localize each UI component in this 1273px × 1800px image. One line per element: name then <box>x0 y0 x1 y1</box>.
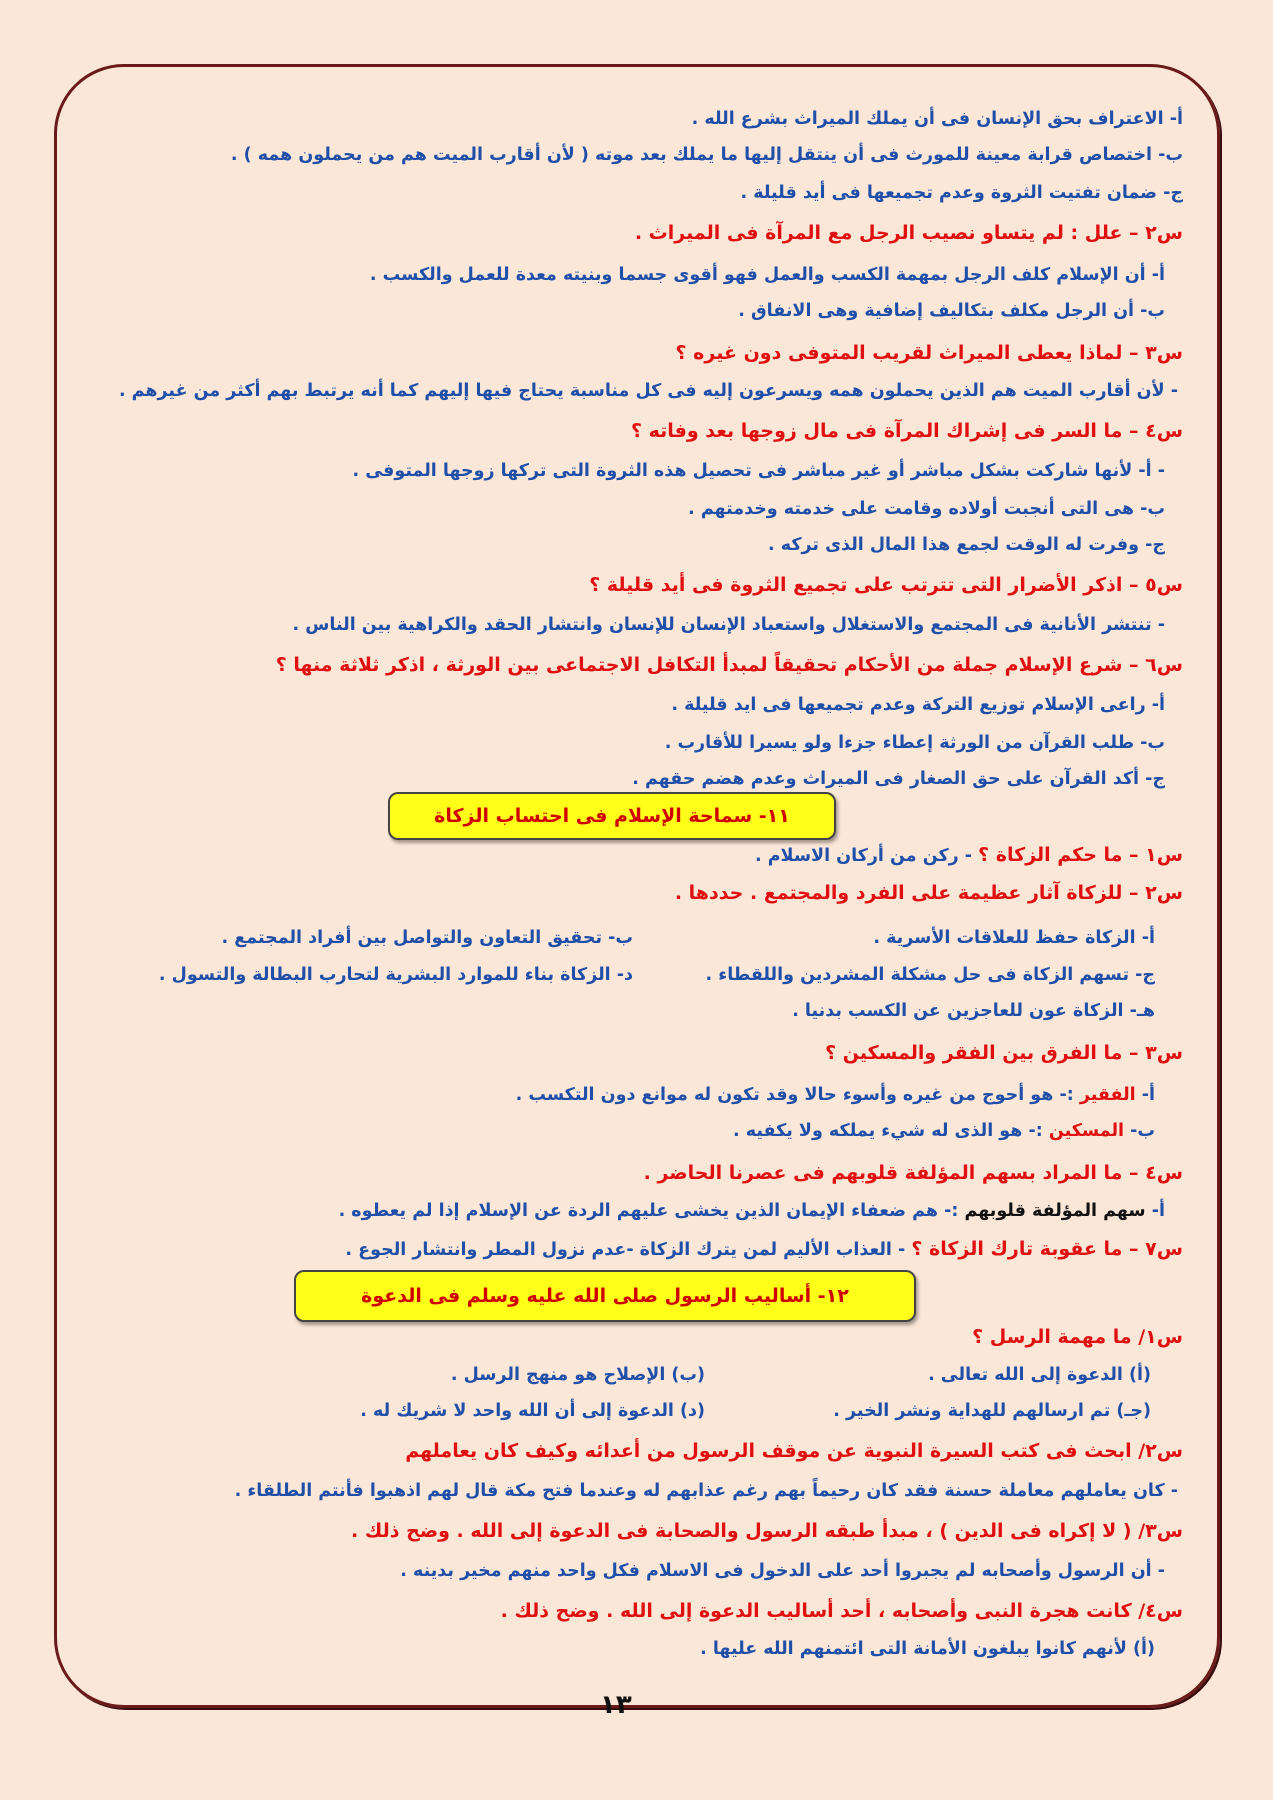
item-marker: ب- <box>1124 1121 1155 1141</box>
zakat-q2: س٢ – للزكاة آثار عظيمة على الفرد والمجتمع . حددها . <box>674 882 1183 904</box>
miskin-def <box>733 1118 1155 1144</box>
answer-line: ب- اختصاص قرابة معينة للمورث فى أن ينتقل إليها ما يملك بعد موته ( لأن أقارب الميت هم من يحملون همه ) . <box>230 145 1183 165</box>
answer-line: ج- وفرت له الوقت لجمع هذا المال الذى تركه . <box>767 535 1165 555</box>
answer-line: أ- راعى الإسلام توزيع التركة وعدم تجميعها فى ايد قليلة . <box>671 695 1165 715</box>
faqir-def <box>516 1082 1155 1108</box>
answer-line: أ- أن الإسلام كلف الرجل بمهمة الكسب والعمل فهو أقوى جسما وبنيته معدة للعمل والكسب . <box>369 265 1165 285</box>
dawah-q2: س٢/ ابحث فى كتب السيرة النبوية عن موقف الرسول من أعدائه وكيف كان يعاملهم <box>405 1440 1183 1462</box>
zakat-q1 <box>755 842 1183 869</box>
section-title-dawah: ١٢- أساليب الرسول صلى الله عليه وسلم فى الدعوة <box>294 1270 916 1322</box>
zakat-a-a: أ- الزكاة حفظ للعلاقات الأسرية . <box>873 928 1155 948</box>
dawah-a4: (أ) لأنهم كانوا يبلغون الأمانة التى ائتمنهم الله عليها . <box>700 1639 1155 1659</box>
dawah-a3: - أن الرسول وأصحابه لم يجبروا أحد على الدخول فى الاسلام فكل واحد منهم مخير بدينه . <box>400 1561 1165 1581</box>
muallafa-def <box>339 1198 1165 1224</box>
question-text: س١ – ما حكم الزكاة ؟ <box>978 844 1183 866</box>
item-marker: أ- <box>1135 1085 1155 1105</box>
answer-line: ج- ضمان تفتيت الثروة وعدم تجميعها فى أيد قليلة . <box>740 183 1183 203</box>
answer-line: - أ- لأنها شاركت بشكل مباشر أو غير مباشر فى تحصيل هذه الثروة التى تركها زوجها المتوفى . <box>352 461 1165 481</box>
dawah-q4: س٤/ كانت هجرة النبى وأصحابه ، أحد أساليب الدعوة إلى الله . وضح ذلك . <box>500 1600 1183 1622</box>
zakat-a-d: د- الزكاة بناء للموارد البشرية لتحارب البطالة والتسول . <box>158 965 633 985</box>
term-faqir: الفقير <box>1079 1085 1136 1105</box>
question-line: س٤ – ما السر فى إشراك المرآة فى مال زوجها بعد وفاته ؟ <box>630 420 1183 442</box>
answer-line: ب- هى التى أنجبت أولاده وقامت على خدمته وخدمتهم . <box>688 499 1165 519</box>
term-miskin: المسكين <box>1048 1121 1125 1141</box>
answer-line: أ- الاعتراف بحق الإنسان فى أن يملك الميراث بشرع الله . <box>691 109 1183 129</box>
zakat-q7 <box>345 1236 1183 1263</box>
answer-line: ج- أكد القرآن على حق الصغار فى الميراث وعدم هضم حقهم . <box>632 769 1165 789</box>
zakat-a-b: ب- تحقيق التعاون والتواصل بين أفراد المجتمع . <box>221 928 633 948</box>
answer-line: ب- أن الرجل مكلف بتكاليف إضافية وهى الانفاق . <box>738 301 1165 321</box>
dawah-option-a: (أ) الدعوة إلى الله تعالى . <box>928 1365 1151 1385</box>
dawah-q1: س١/ ما مهمة الرسل ؟ <box>972 1326 1183 1348</box>
dawah-q3: س٣/ ( لا إكراه فى الدين ) ، مبدأ طبقه الرسول والصحابة فى الدعوة إلى الله . وضح ذلك . <box>351 1520 1183 1542</box>
definition: :- هو الذى له شيء يملكه ولا يكفيه . <box>733 1121 1049 1141</box>
dawah-option-d: (د) الدعوة إلى أن الله واحد لا شريك له . <box>360 1401 705 1421</box>
zakat-a-c: ج- تسهم الزكاة فى حل مشكلة المشردين واللقطاء . <box>705 965 1155 985</box>
zakat-q3: س٣ – ما الفرق بين الفقر والمسكين ؟ <box>825 1042 1183 1064</box>
dawah-a2: - كان يعاملهم معاملة حسنة فقد كان رحيماً بهم رغم عذابهم له وعندما فتح مكة قال لهم اذهبوا فأنتم الطلقاء . <box>234 1481 1178 1501</box>
zakat-q4: س٤ – ما المراد بسهم المؤلفة قلوبهم فى عصرنا الحاضر . <box>643 1162 1183 1184</box>
dawah-option-c: (جـ) تم ارسالهم للهداية ونشر الخير . <box>833 1401 1151 1421</box>
answer-text: - العذاب الأليم لمن يترك الزكاة -عدم نزول المطر وانتشار الجوع . <box>345 1240 912 1260</box>
answer-line: - لأن أقارب الميت هم الذين يحملون همه ويسرعون إليه فى كل مناسبة يحتاج فيها إليهم كما أنه يرتبط بهم أكثر من غيرهم . <box>118 381 1178 401</box>
section-title-zakat: ١١- سماحة الإسلام فى احتساب الزكاة <box>388 792 836 840</box>
question-line: س٦ – شرع الإسلام جملة من الأحكام تحقيقاً لمبدأ التكافل الاجتماعى بين الورثة ، اذكر ثلاثة منها ؟ <box>275 654 1183 676</box>
question-text: س٧ – ما عقوبة تارك الزكاة ؟ <box>911 1238 1183 1260</box>
item-marker: أ- <box>1145 1201 1165 1221</box>
answer-line: - تنتشر الأنانية فى المجتمع والاستغلال واستعباد الإنسان للإنسان وانتشار الحقد والكراهية بين الناس . <box>292 615 1165 635</box>
question-line: س٣ – لماذا يعطى الميراث لقريب المتوفى دون غيره ؟ <box>675 342 1183 364</box>
term-muallafa: سهم المؤلفة قلوبهم <box>964 1201 1146 1221</box>
question-line: س٥ – اذكر الأضرار التى تترتب على تجميع الثروة فى أيد قليلة ؟ <box>589 574 1183 596</box>
answer-line: ب- طلب القرآن من الورثة إعطاء جزءا ولو يسيرا للأقارب . <box>664 733 1165 753</box>
page-number: ١٣ <box>600 1690 632 1720</box>
dawah-option-b: (ب) الإصلاح هو منهج الرسل . <box>450 1365 705 1385</box>
answer-text: - ركن من أركان الاسلام . <box>754 846 979 866</box>
question-line: س٢ – علل : لم يتساو نصيب الرجل مع المرآة فى الميراث . <box>634 222 1183 244</box>
zakat-a-e: هـ- الزكاة عون للعاجزين عن الكسب بدنيا . <box>792 1001 1155 1021</box>
definition: :- هو أحوج من غيره وأسوء حالا وقد تكون له موانع دون التكسب . <box>515 1085 1080 1105</box>
definition: :- هم ضعفاء الإيمان الذين يخشى عليهم الردة عن الإسلام إذا لم يعطوه . <box>338 1201 965 1221</box>
